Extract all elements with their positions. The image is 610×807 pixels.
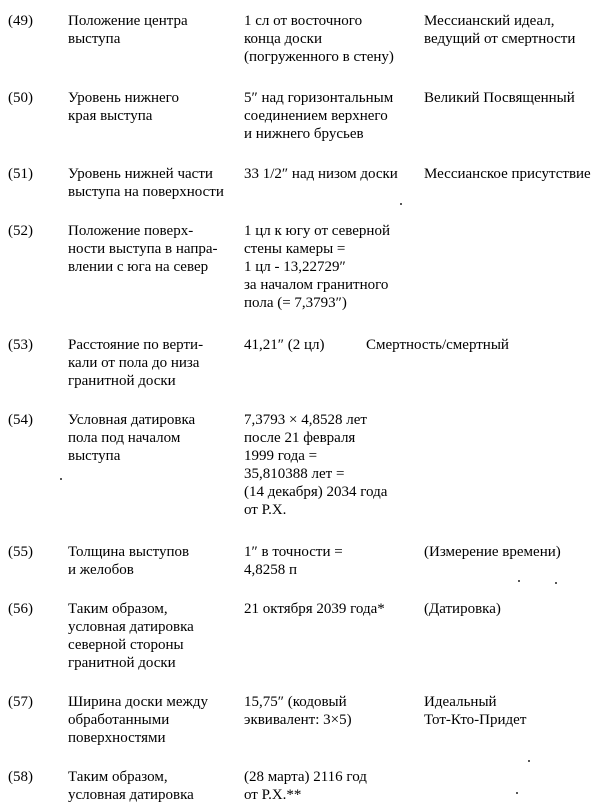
entry-parameter: Уровень нижнего края выступа [68, 90, 179, 124]
entry-meaning: Мессианское присутствие [424, 166, 591, 182]
entry-parameter: Толщина выступов и желобов [68, 544, 190, 578]
entry-meaning: Идеальный Тот-Кто-Придет [424, 694, 527, 728]
entry-parameter: Расстояние по верти- кали от пола до низа гранитной доски [68, 337, 204, 389]
entry-number: (56) [8, 601, 33, 617]
entry-number: (51) [8, 166, 33, 182]
entry-meaning: Великий Посвященный [424, 90, 575, 106]
entry-value: 1 цл к югу от северной стены камеры = 1 цл - 13,22729″ за началом гранитного пола (= 7,3793″) [244, 223, 390, 311]
entry-number: (49) [8, 13, 33, 29]
scan-speck [60, 478, 62, 480]
entry-value: 33 1/2″ над низом доски [244, 166, 398, 182]
entry-parameter: Положение центра выступа [68, 13, 188, 47]
entry-value: 21 октября 2039 года* [244, 601, 385, 617]
entry-value: 15,75″ (кодовый эквивалент: 3×5) [244, 694, 352, 728]
entry-parameter: Ширина доски между обработанными поверхностями [68, 694, 208, 746]
scan-speck [516, 792, 518, 794]
scan-speck [400, 203, 402, 205]
entry-number: (53) [8, 337, 33, 353]
entry-parameter: Таким образом, условная датировка [68, 769, 194, 803]
scan-speck [555, 582, 557, 584]
entry-parameter: Условная датировка пола под началом выступа [68, 412, 196, 464]
entry-number: (57) [8, 694, 33, 710]
entry-value: 5″ над горизонтальным соединением верхнего и нижнего брусьев [244, 90, 394, 142]
entry-value: 41,21″ (2 цл) [244, 337, 325, 353]
entry-meaning: Смертность/смертный [366, 337, 509, 353]
scan-speck [518, 580, 520, 582]
entry-number: (58) [8, 769, 33, 785]
scan-speck [528, 760, 530, 762]
entry-value: 1″ в точности = 4,8258 п [244, 544, 343, 578]
entry-value: 7,3793 × 4,8528 лет после 21 февраля 1999 года = 35,810388 лет = (14 декабря) 2034 года от Р.Х. [244, 412, 388, 518]
entry-number: (55) [8, 544, 33, 560]
entry-meaning: (Датировка) [424, 601, 501, 617]
entry-parameter: Таким образом, условная датировка северной стороны гранитной доски [68, 601, 194, 671]
entry-meaning: (Измерение времени) [424, 544, 561, 560]
entry-value: (28 марта) 2116 год от Р.Х.** [244, 769, 367, 803]
entry-number: (50) [8, 90, 33, 106]
entry-number: (52) [8, 223, 33, 239]
entry-parameter: Уровень нижней части выступа на поверхности [68, 166, 224, 200]
entry-number: (54) [8, 412, 33, 428]
entry-meaning: Мессианский идеал, ведущий от смертности [424, 13, 576, 47]
entry-value: 1 сл от восточного конца доски (погруженного в стену) [244, 13, 394, 65]
entry-parameter: Положение поверх- ности выступа в напра- влении с юга на север [68, 223, 218, 275]
